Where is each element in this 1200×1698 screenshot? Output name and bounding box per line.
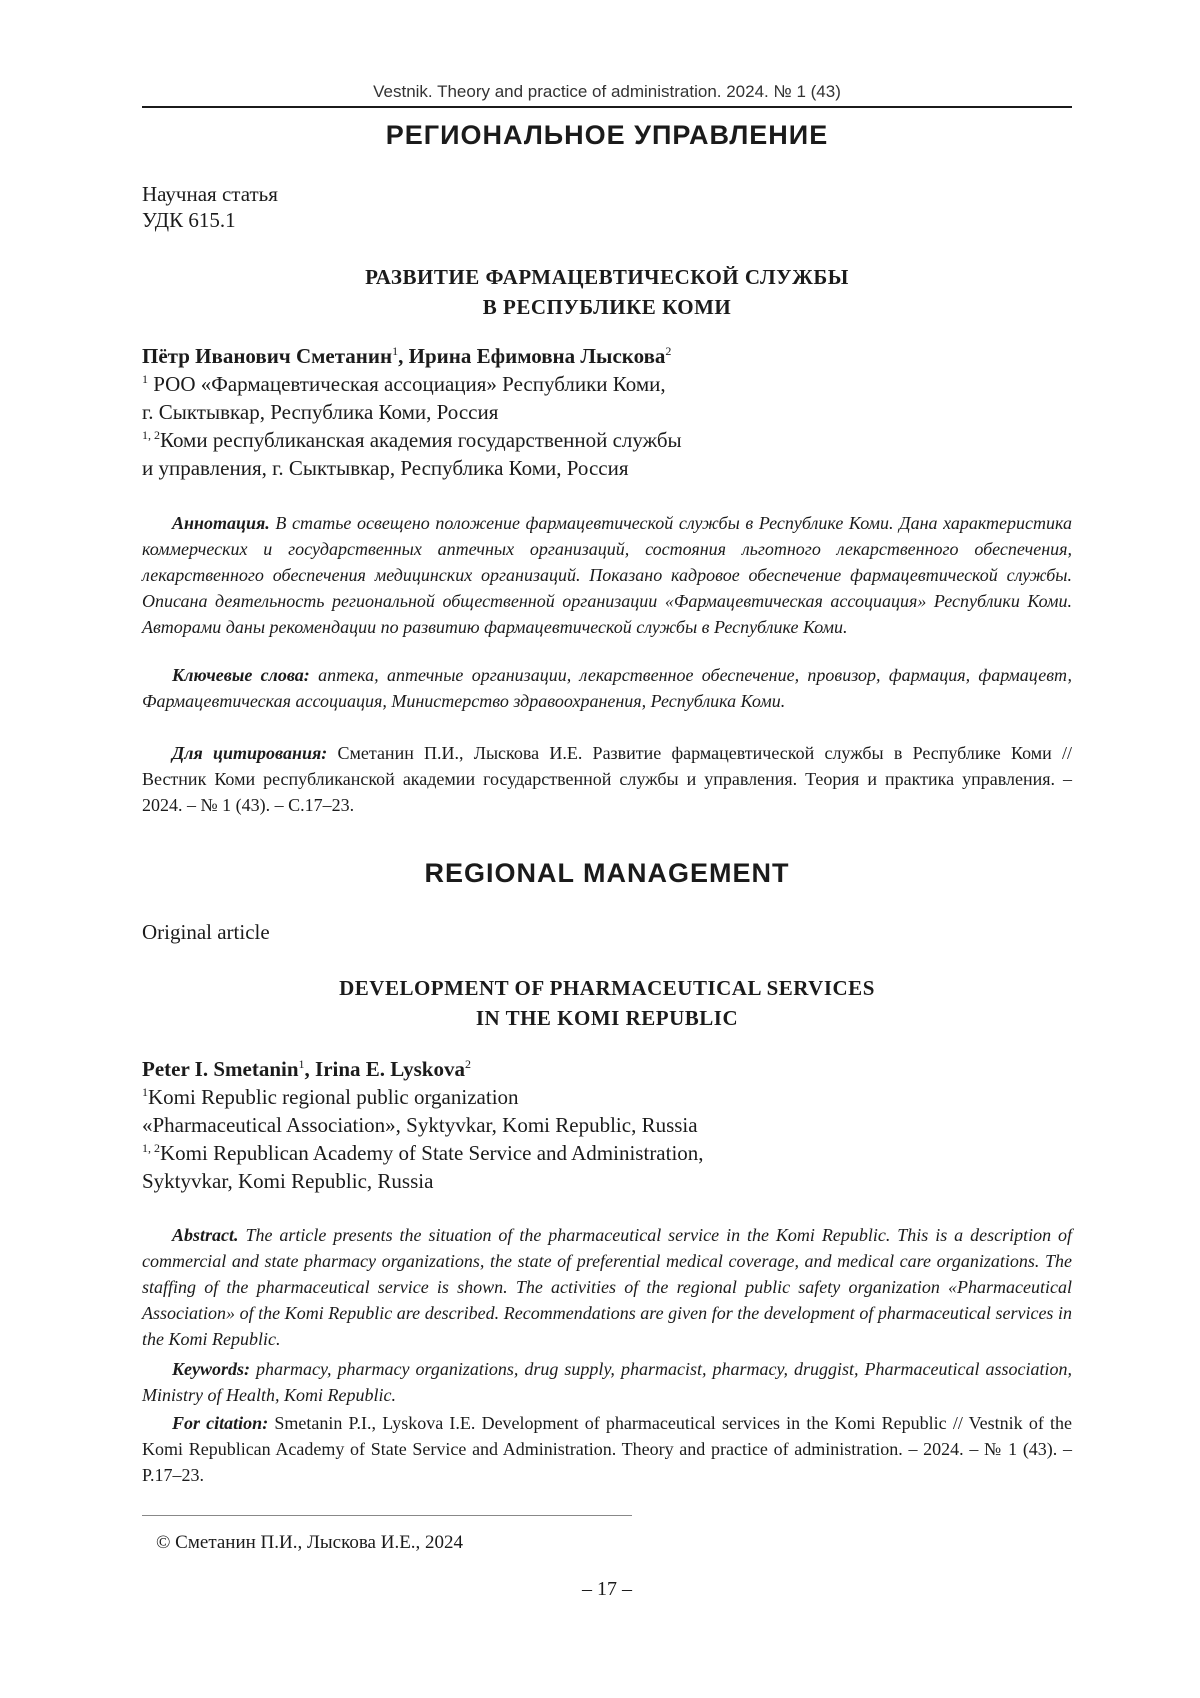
aff2-ru-text1: Коми республиканская академия государственной службы <box>160 428 682 452</box>
article-title-ru <box>142 262 1072 322</box>
abstract-en <box>142 1222 1072 1352</box>
author2-en: Irina E. Lyskova <box>315 1057 465 1081</box>
running-head: Vestnik. Theory and practice of administration. 2024. № 1 (43) <box>142 82 1072 102</box>
section-title-ru: РЕГИОНАЛЬНОЕ УПРАВЛЕНИЕ <box>142 120 1072 151</box>
abstract-text-en: The article presents the situation of the pharmaceutical service in the Komi Republic. This is a description of commercial and state pharmacy organizations, the state of preferential medical coverage, and medical care organizations. The staffing of the pharmaceutical service is shown. The activities of the regional public safety organization «Pharmaceutical Association» of the Komi Republic are described. Recommendations are given for the development of pharmaceutical services in the Komi Republic. <box>142 1225 1072 1349</box>
article-title-ru-line2: В РЕСПУБЛИКЕ КОМИ <box>142 292 1072 322</box>
abstract-ru <box>142 510 1072 640</box>
author2-en-sup: 2 <box>465 1057 471 1071</box>
citation-text-en: Smetanin P.I., Lyskova I.E. Development of pharmaceutical services in the Komi Republic // Vestnik of the Komi Republican Academy of State Service and Administration. Theory and practice of administration. – 2024. – № 1 (43). – P.17–23. <box>142 1413 1072 1485</box>
aff1-en-text1: Komi Republic regional public organization <box>148 1085 519 1109</box>
author1-en-sup: 1 <box>299 1057 305 1071</box>
section-title-en: REGIONAL MANAGEMENT <box>142 858 1072 889</box>
article-title-ru-line1: РАЗВИТИЕ ФАРМАЦЕВТИЧЕСКОЙ СЛУЖБЫ <box>142 262 1072 292</box>
affiliation1-en-line1 <box>142 1085 519 1110</box>
article-title-en-line2: IN THE KOMI REPUBLIC <box>142 1003 1072 1033</box>
author1-ru-sup: 1 <box>392 344 398 358</box>
article-title-en <box>142 973 1072 1033</box>
affiliation2-ru-line2: и управления, г. Сыктывкар, Республика Коми, Россия <box>142 456 629 481</box>
affiliation2-ru-line1 <box>142 428 682 453</box>
abstract-label-ru: Аннотация. <box>172 513 270 533</box>
article-type-en: Original article <box>142 920 270 945</box>
affiliation1-ru-line1 <box>142 372 666 397</box>
citation-en <box>142 1410 1072 1488</box>
author-separator-ru: , <box>398 344 409 368</box>
authors-en <box>142 1057 471 1082</box>
affiliation2-en-line1 <box>142 1141 704 1166</box>
affiliation1-en-line2: «Pharmaceutical Association», Syktyvkar, Komi Republic, Russia <box>142 1113 698 1138</box>
keywords-ru <box>142 662 1072 714</box>
keywords-label-en: Keywords: <box>172 1359 250 1379</box>
abstract-text-ru: В статье освещено положение фармацевтической службы в Республике Коми. Дана характеристика коммерческих и государственных аптечных организаций, состояния льготного лекарственного обеспечения, лекарственного обеспечения медицинских организаций. Показано кадровое обеспечение фармацевтической службы. Описана деятельность региональной общественной организации «Фармацевтическая ассоциация» Республики Коми. Авторами даны рекомендации по развитию фармацевтической службы в Республике Коми. <box>142 513 1072 637</box>
keywords-text-en: pharmacy, pharmacy organizations, drug supply, pharmacist, pharmacy, druggist, Pharmaceutical association, Ministry of Health, Komi Republic. <box>142 1359 1072 1405</box>
copyright-footnote: © Сметанин П.И., Лыскова И.Е., 2024 <box>156 1532 463 1554</box>
page-number: – 17 – <box>142 1578 1072 1601</box>
article-title-en-line1: DEVELOPMENT OF PHARMACEUTICAL SERVICES <box>142 973 1072 1003</box>
authors-ru <box>142 344 671 369</box>
author2-ru-sup: 2 <box>665 344 671 358</box>
author-separator-en: , <box>305 1057 316 1081</box>
udc: УДК 615.1 <box>142 208 236 233</box>
aff2-en-text1: Komi Republican Academy of State Service and Administration, <box>160 1141 704 1165</box>
keywords-text-ru: аптека, аптечные организации, лекарственное обеспечение, провизор, фармация, фармацевт, Фармацевтическая ассоциация, Министерство здравоохранения, Республика Коми. <box>142 665 1072 711</box>
citation-text-ru: Сметанин П.И., Лыскова И.Е. Развитие фармацевтической службы в Республике Коми // Вестник Коми республиканской академии государственной службы и управления. Теория и практика управления. – 2024. – № 1 (43). – С.17–23. <box>142 743 1072 815</box>
header-rule <box>142 106 1072 108</box>
affiliation1-ru-line2: г. Сыктывкар, Республика Коми, Россия <box>142 400 498 425</box>
citation-label-en: For citation: <box>172 1413 268 1433</box>
aff2-ru-sup: 1, 2 <box>142 428 160 442</box>
journal-page <box>0 0 1200 1698</box>
aff1-en-sup: 1 <box>142 1085 148 1099</box>
aff2-en-sup: 1, 2 <box>142 1141 160 1155</box>
citation-ru <box>142 740 1072 818</box>
affiliation2-en-line2: Syktyvkar, Komi Republic, Russia <box>142 1169 433 1194</box>
article-type-ru: Научная статья <box>142 182 278 207</box>
aff1-ru-sup: 1 <box>142 372 148 386</box>
keywords-en <box>142 1356 1072 1408</box>
footnote-rule <box>142 1515 632 1516</box>
author1-en: Peter I. Smetanin <box>142 1057 299 1081</box>
aff1-ru-text1: РОО «Фармацевтическая ассоциация» Республики Коми, <box>153 372 665 396</box>
keywords-label-ru: Ключевые слова: <box>172 665 310 685</box>
author1-ru: Пётр Иванович Сметанин <box>142 344 392 368</box>
author2-ru: Ирина Ефимовна Лыскова <box>409 344 666 368</box>
citation-label-ru: Для цитирования: <box>172 743 327 763</box>
abstract-label-en: Abstract. <box>172 1225 239 1245</box>
